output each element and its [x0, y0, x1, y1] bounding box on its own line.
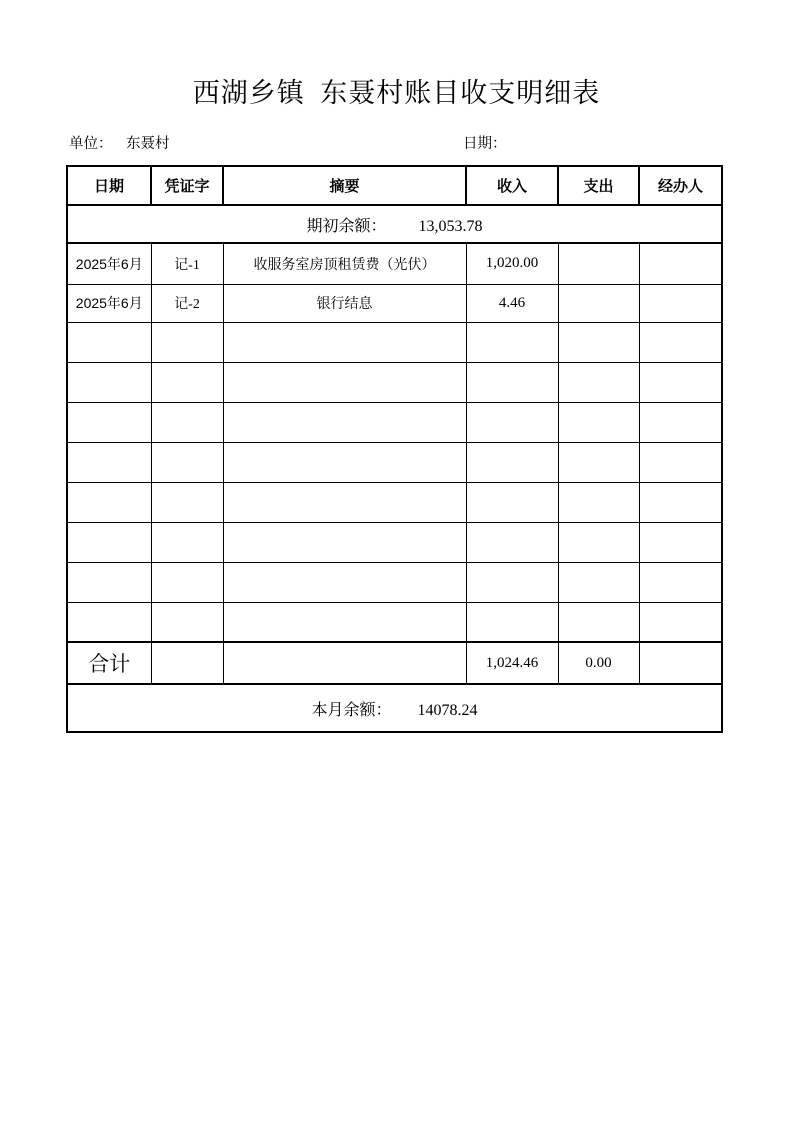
empty-cell — [466, 602, 558, 642]
empty-cell — [639, 522, 722, 562]
empty-cell — [466, 562, 558, 602]
total-label: 合计 — [67, 642, 151, 684]
empty-cell — [639, 402, 722, 442]
empty-cell — [67, 482, 151, 522]
opening-balance-value: 13,053.78 — [418, 217, 483, 235]
empty-cell — [558, 522, 639, 562]
empty-cell — [67, 602, 151, 642]
header-cell-income: 收入 — [466, 166, 558, 205]
header-cell-handler: 经办人 — [639, 166, 722, 205]
opening-balance-cell — [67, 205, 722, 243]
unit-label: 单位： — [69, 136, 113, 152]
empty-cell — [466, 482, 558, 522]
unit-value: 东聂村 — [126, 136, 170, 152]
empty-cell — [151, 522, 223, 562]
closing-balance-label: 本月余额： — [311, 701, 392, 719]
total-summary-cell — [223, 642, 466, 684]
date-label: 日期： — [463, 136, 507, 152]
cell-date: 2025年6月 — [67, 243, 151, 284]
empty-cell — [223, 442, 466, 482]
empty-cell — [558, 402, 639, 442]
empty-cell — [558, 602, 639, 642]
empty-cell — [223, 522, 466, 562]
empty-cell — [223, 602, 466, 642]
empty-cell — [67, 362, 151, 402]
cell-date: 2025年6月 — [67, 284, 151, 322]
empty-cell — [67, 562, 151, 602]
cell-summary: 银行结息 — [223, 284, 466, 322]
cell-expense — [558, 243, 639, 284]
header-cell-voucher: 凭证字 — [151, 166, 223, 205]
opening-balance-label: 期初余额： — [306, 217, 387, 235]
empty-row — [67, 362, 722, 402]
empty-cell — [466, 362, 558, 402]
empty-cell — [223, 562, 466, 602]
empty-cell — [67, 442, 151, 482]
empty-cell — [466, 322, 558, 362]
empty-row — [67, 602, 722, 642]
entry-row — [67, 243, 722, 284]
header-cell-date: 日期 — [67, 166, 151, 205]
total-voucher-cell — [151, 642, 223, 684]
empty-cell — [67, 322, 151, 362]
empty-cell — [223, 482, 466, 522]
empty-cell — [558, 562, 639, 602]
header-row — [67, 166, 722, 205]
document-title: 西湖乡镇 东聂村账目收支明细表 — [192, 78, 601, 108]
empty-cell — [639, 322, 722, 362]
info-line — [0, 134, 793, 154]
empty-cell — [466, 442, 558, 482]
empty-cell — [151, 322, 223, 362]
cell-voucher: 记-2 — [151, 284, 223, 322]
cell-handler — [639, 243, 722, 284]
entry-row — [67, 284, 722, 322]
cell-voucher: 记-1 — [151, 243, 223, 284]
empty-cell — [639, 442, 722, 482]
ledger-table — [66, 165, 723, 733]
empty-cell — [223, 402, 466, 442]
closing-balance-cell — [67, 684, 722, 732]
empty-row — [67, 442, 722, 482]
empty-cell — [223, 322, 466, 362]
empty-cell — [67, 522, 151, 562]
empty-cell — [639, 562, 722, 602]
empty-cell — [67, 402, 151, 442]
opening-balance-row — [67, 205, 722, 243]
empty-row — [67, 482, 722, 522]
empty-cell — [639, 482, 722, 522]
empty-cell — [223, 362, 466, 402]
header-cell-expense: 支出 — [558, 166, 639, 205]
total-handler-cell — [639, 642, 722, 684]
empty-cell — [558, 322, 639, 362]
header-cell-summary: 摘要 — [223, 166, 466, 205]
empty-cell — [151, 402, 223, 442]
empty-row — [67, 402, 722, 442]
empty-cell — [466, 522, 558, 562]
total-row — [67, 642, 722, 684]
cell-expense — [558, 284, 639, 322]
cell-income: 4.46 — [466, 284, 558, 322]
empty-cell — [558, 362, 639, 402]
cell-summary: 收服务室房顶租赁费（光伏） — [223, 243, 466, 284]
empty-cell — [151, 482, 223, 522]
empty-row — [67, 322, 722, 362]
empty-row — [67, 562, 722, 602]
empty-cell — [558, 482, 639, 522]
total-expense: 0.00 — [558, 642, 639, 684]
total-income: 1,024.46 — [466, 642, 558, 684]
empty-cell — [151, 562, 223, 602]
cell-income: 1,020.00 — [466, 243, 558, 284]
empty-cell — [151, 362, 223, 402]
empty-cell — [151, 442, 223, 482]
empty-cell — [639, 602, 722, 642]
empty-cell — [466, 402, 558, 442]
closing-balance-row — [67, 684, 722, 732]
empty-cell — [558, 442, 639, 482]
empty-cell — [639, 362, 722, 402]
closing-balance-value: 14078.24 — [417, 701, 478, 719]
empty-row — [67, 522, 722, 562]
empty-cell — [151, 602, 223, 642]
cell-handler — [639, 284, 722, 322]
